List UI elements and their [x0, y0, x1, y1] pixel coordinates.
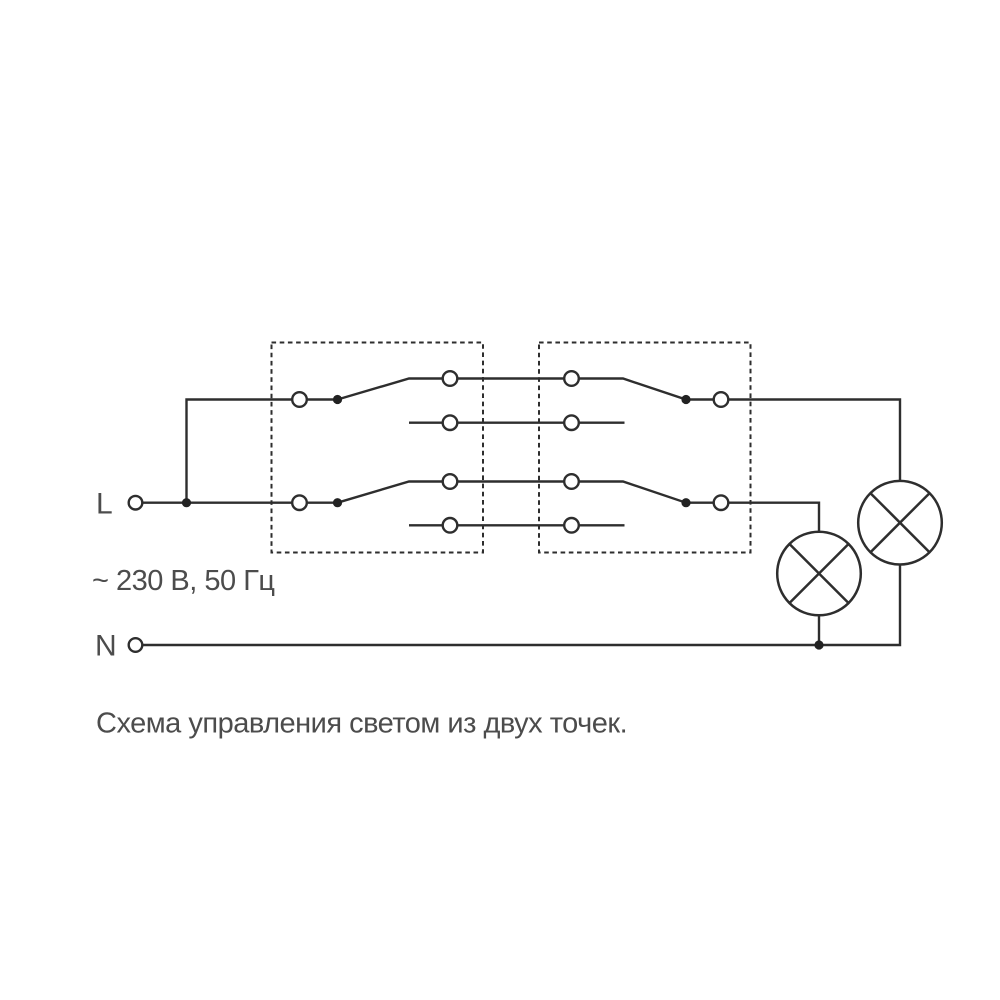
sw1-throw-2: [443, 415, 458, 430]
terminal-L: [129, 496, 143, 510]
sw1-common-bottom: [292, 495, 307, 510]
sw1-throw-1: [443, 371, 458, 386]
lamp-icon-2: [858, 481, 942, 565]
label-neutral: N: [95, 629, 117, 663]
junction-dot-sw1-pivot-bottom: [333, 498, 342, 507]
sw2-common-top: [714, 392, 729, 407]
junction-dot-sw2-pivot-bottom: [681, 498, 690, 507]
sw2-throw-2: [564, 415, 579, 430]
label-line: L: [96, 487, 113, 521]
sw1-common-top: [292, 392, 307, 407]
lamp-icon-1: [777, 532, 861, 616]
sw1-throw-4: [443, 518, 458, 533]
terminal-N: [129, 638, 143, 652]
sw2-throw-3: [564, 474, 579, 489]
junction-dot-sw2-pivot-top: [681, 395, 690, 404]
sw2-throw-4: [564, 518, 579, 533]
junction-dot-line-branch: [182, 498, 191, 507]
sw2-throw-1: [564, 371, 579, 386]
sw1-throw-3: [443, 474, 458, 489]
junction-dot-sw1-pivot-top: [333, 395, 342, 404]
label-voltage: ~ 230 В, 50 Гц: [92, 565, 275, 597]
sw2-common-bottom: [714, 495, 729, 510]
junction-dot-neutral: [814, 640, 823, 649]
diagram-caption: Схема управления светом из двух точек.: [96, 707, 628, 740]
